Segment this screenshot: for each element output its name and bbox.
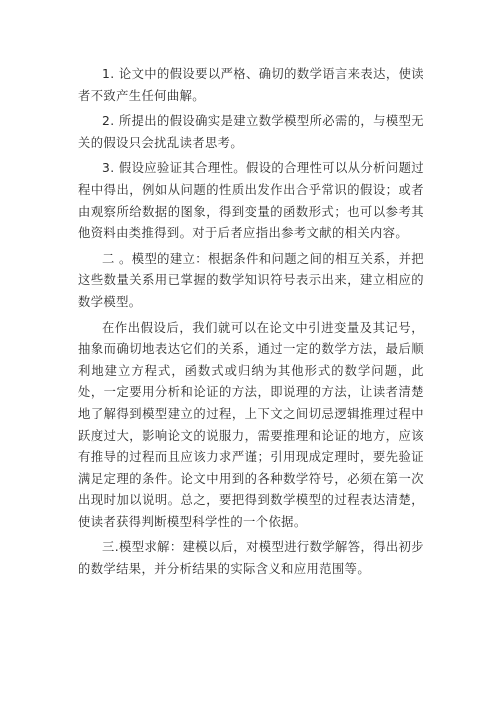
paragraph-model-building-detail: 在作出假设后，我们就可以在论文中引进变量及其记号，抽象而确切地表达它们的关系，通过一定的数学方法，最后顺利地建立方程式，函数式或归纳为其他形式的数学问题，此处，一定要用分析和论证的方法，即说理的方法，让读者清楚地了解得到模型建立的过程，上下文之间切忌逻辑推理过程中跃度过大，影响论文的说服力，需要推理和论证的地方，应该有推导的过程而且应该力求严谨；引用现成定理时，要先验证满足定理的条件。论文中用到的各种数学符号，必须在第一次出现时加以说明。总之，要把得到数学模型的过程表达清楚，使读者获得判断模型科学性的一个依据。 [78, 320, 424, 529]
paragraph-assumption-1: 1. 论文中的假设要以严格、确切的数学语言来表达，使读者不致产生任何曲解。 [78, 67, 424, 103]
paragraph-assumption-3: 3. 假设应验证其合理性。假设的合理性可以从分析问题过程中得出，例如从问题的性质出发作出合乎常识的假设；或者由观察所给数据的图象，得到变量的函数形式；也可以参考其他资料由类推得到。对于后者应指出参考文献的相关内容。 [78, 161, 424, 241]
document-body [78, 64, 424, 581]
paragraph-model-building-heading: 二 。模型的建立：根据条件和问题之间的相互关系，并把这些数量关系用已掌握的数学知识符号表示出来，建立相应的数学模型。 [78, 251, 424, 309]
paragraph-model-solving: 三.模型求解：建模以后，对模型进行数学解答，得出初步的数学结果，并分析结果的实际含义和应用范围等。 [78, 540, 424, 577]
paragraph-assumption-2: 2. 所提出的假设确实是建立数学模型所必需的，与模型无关的假设只会扰乱读者思考。 [78, 114, 424, 150]
